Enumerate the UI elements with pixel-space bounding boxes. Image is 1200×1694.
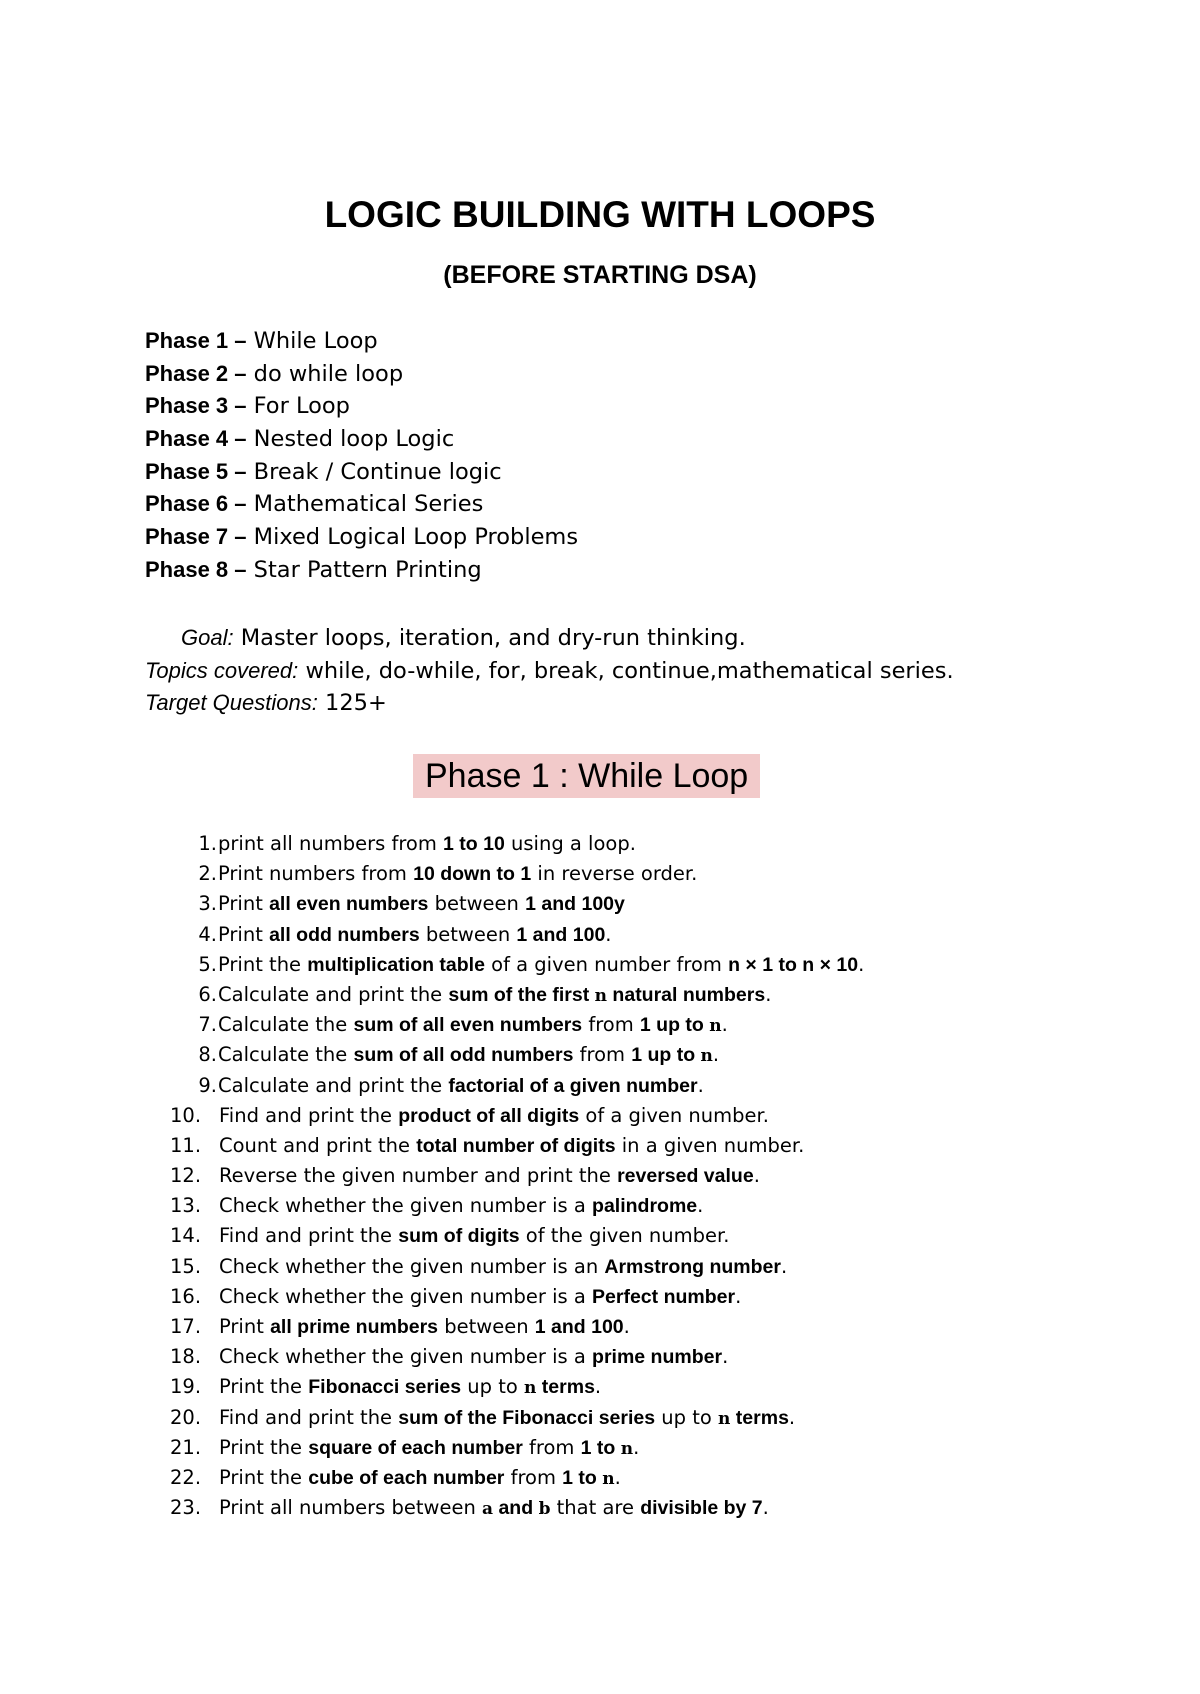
goal-line: [145, 621, 954, 654]
question-text: .: [722, 1345, 729, 1369]
question-text: Check whether the given number is a: [219, 1194, 593, 1218]
question-text: from: [522, 1435, 581, 1459]
question-text: Print: [218, 892, 270, 916]
question-item: [170, 1493, 864, 1523]
question-variable: n: [700, 1046, 713, 1067]
question-number: 3.: [198, 892, 217, 916]
phase-list: [145, 325, 578, 587]
question-text: .: [623, 1315, 630, 1338]
question-item: [170, 1101, 864, 1131]
phase-name: Break / Continue logic: [253, 458, 502, 485]
goal-label: Goal:: [181, 625, 234, 650]
question-number: 17.: [170, 1315, 202, 1338]
phase-item: [145, 423, 578, 456]
question-text: Find and print the: [219, 1405, 399, 1429]
question-emphasis: 1 to: [580, 1436, 621, 1459]
topics-label: Topics covered:: [145, 657, 299, 683]
question-emphasis: factorial of a given number: [448, 1074, 698, 1097]
phase-item: [145, 521, 578, 554]
question-text: .: [614, 1465, 621, 1489]
question-emphasis: all even numbers: [269, 893, 429, 916]
question-number: 5.: [198, 952, 217, 976]
phase-label: Phase 7 –: [145, 524, 247, 550]
question-text: up to: [655, 1405, 719, 1429]
phase-item: [145, 325, 578, 358]
question-text: Check whether the given number is a: [219, 1284, 593, 1308]
question-item: [170, 1463, 864, 1493]
phase-label: Phase 8 –: [145, 556, 247, 582]
question-item: [170, 829, 864, 859]
question-text: Reverse the given number and print the: [219, 1164, 618, 1188]
question-text: .: [765, 982, 772, 1006]
question-item: [170, 1252, 864, 1282]
question-item: [170, 1071, 864, 1101]
phase-name: While Loop: [253, 328, 378, 354]
phase-name: Nested loop Logic: [253, 426, 455, 453]
page-subtitle: (BEFORE STARTING DSA): [443, 261, 757, 289]
question-emphasis: Perfect number: [592, 1285, 736, 1308]
phase-name: do while loop: [253, 360, 404, 387]
phase-name: Mixed Logical Loop Problems: [253, 524, 579, 551]
question-item: [170, 1433, 864, 1463]
question-number: 23.: [170, 1496, 202, 1520]
question-number: 21.: [170, 1435, 202, 1459]
question-emphasis: multiplication table: [307, 953, 485, 976]
question-text: .: [762, 1496, 769, 1520]
question-number: 1.: [198, 832, 217, 855]
question-emphasis: 1 to 10: [443, 833, 505, 855]
question-item: [170, 980, 864, 1010]
topics-text: while, do-while, for, break, continue,mathematical series.: [305, 657, 954, 684]
question-text: that are: [550, 1496, 641, 1520]
question-number: 8.: [198, 1043, 217, 1067]
question-emphasis: 10 down to 1: [413, 863, 532, 886]
question-item: [170, 1312, 864, 1342]
question-number: 13.: [170, 1194, 202, 1218]
question-item: [170, 1161, 864, 1191]
question-emphasis: sum of all odd numbers: [353, 1044, 574, 1067]
question-text: .: [721, 1013, 728, 1037]
question-emphasis: sum of the Fibonacci series: [398, 1406, 656, 1429]
question-text: in a given number.: [615, 1133, 805, 1157]
question-text: .: [781, 1254, 788, 1278]
question-emphasis: prime number: [592, 1346, 723, 1369]
question-emphasis: sum of all even numbers: [353, 1014, 583, 1037]
question-emphasis: square of each number: [308, 1436, 523, 1459]
question-variable: n: [718, 1408, 731, 1429]
question-variable: b: [538, 1499, 551, 1520]
question-text: between: [438, 1315, 535, 1338]
question-item: [170, 1372, 864, 1402]
question-number: 7.: [198, 1013, 217, 1037]
question-emphasis: and: [493, 1497, 539, 1520]
question-text: .: [735, 1284, 742, 1308]
question-emphasis: Fibonacci series: [308, 1376, 462, 1399]
question-variable: a: [482, 1499, 494, 1520]
question-item: [170, 1191, 864, 1221]
question-number: 10.: [170, 1103, 202, 1127]
question-emphasis: reversed value: [617, 1165, 754, 1188]
phase-item: [145, 456, 578, 489]
question-text: of the given number.: [519, 1224, 730, 1248]
question-emphasis: total number of digits: [416, 1134, 616, 1157]
question-text: using a loop.: [504, 832, 636, 855]
question-emphasis: Armstrong number: [604, 1255, 781, 1278]
phase-item: [145, 488, 578, 521]
question-number: 12.: [170, 1164, 202, 1188]
phase-name: Star Pattern Printing: [253, 556, 482, 583]
question-text: Print: [219, 1315, 271, 1338]
question-item: [170, 920, 864, 950]
question-number: 16.: [170, 1284, 202, 1308]
question-number: 14.: [170, 1224, 202, 1248]
question-variable: n: [524, 1378, 537, 1399]
topics-line: [145, 654, 954, 687]
question-emphasis: n × 1 to n × 10: [728, 953, 859, 976]
target-text: 125+: [325, 690, 387, 716]
question-number: 6.: [198, 982, 217, 1006]
question-text: between: [419, 922, 517, 946]
question-emphasis: palindrome: [592, 1195, 698, 1218]
phase-label: Phase 1 –: [145, 328, 247, 353]
question-text: .: [697, 1194, 704, 1218]
question-emphasis: terms: [536, 1376, 595, 1399]
phase-label: Phase 3 –: [145, 393, 247, 419]
question-variable: n: [594, 985, 608, 1006]
question-text: .: [712, 1043, 720, 1067]
phase-item: [145, 358, 578, 391]
question-variable: n: [709, 1016, 722, 1037]
question-text: Find and print the: [219, 1103, 399, 1127]
section-heading: Phase 1 : While Loop: [413, 754, 760, 798]
question-item: [170, 1221, 864, 1251]
question-item: [170, 1403, 864, 1433]
question-number: 22.: [170, 1465, 202, 1489]
question-text: Print: [218, 922, 270, 946]
question-text: print all numbers from: [218, 832, 444, 855]
phase-item: [145, 554, 578, 587]
question-number: 2.: [198, 862, 217, 886]
target-label: Target Questions:: [145, 690, 318, 715]
phase-name: Mathematical Series: [253, 491, 484, 518]
phase-name: For Loop: [253, 393, 350, 420]
question-text: from: [573, 1043, 632, 1067]
phase-label: Phase 5 –: [145, 458, 247, 484]
question-emphasis: cube of each number: [308, 1466, 505, 1489]
question-text: from: [582, 1013, 640, 1037]
question-text: .: [697, 1073, 704, 1097]
page-title: LOGIC BUILDING WITH LOOPS: [324, 194, 876, 235]
question-emphasis: natural numbers: [607, 983, 766, 1006]
question-text: .: [753, 1164, 760, 1188]
question-text: Calculate the: [218, 1013, 354, 1037]
question-emphasis: sum of the first: [448, 983, 595, 1006]
question-emphasis: product of all digits: [398, 1104, 580, 1127]
question-number: 4.: [198, 922, 217, 946]
question-text: Print numbers from: [218, 862, 414, 886]
question-text: in reverse order.: [531, 862, 698, 886]
course-meta: [145, 621, 954, 719]
question-text: Calculate and print the: [218, 982, 449, 1006]
question-text: Calculate and print the: [218, 1073, 449, 1097]
question-text: Print the: [219, 1375, 309, 1399]
question-number: 9.: [198, 1073, 217, 1097]
question-emphasis: 1 and 100y: [525, 893, 625, 916]
question-item: [170, 1010, 864, 1040]
question-number: 20.: [170, 1405, 202, 1429]
question-text: Print the: [219, 1435, 309, 1459]
question-number: 18.: [170, 1345, 202, 1369]
phase-label: Phase 6 –: [145, 491, 247, 517]
question-text: of a given number from: [484, 952, 729, 976]
question-text: Calculate the: [218, 1043, 354, 1067]
question-emphasis: terms: [730, 1406, 789, 1429]
question-emphasis: 1 up to: [631, 1044, 701, 1067]
question-text: between: [428, 892, 526, 916]
question-item: [170, 1282, 864, 1312]
question-item: [170, 1342, 864, 1372]
question-text: from: [504, 1465, 563, 1489]
question-item: [170, 889, 864, 919]
question-list: [170, 829, 864, 1523]
question-text: .: [605, 922, 612, 946]
question-text: up to: [461, 1375, 525, 1399]
phase-label: Phase 2 –: [145, 360, 247, 386]
question-text: of a given number.: [579, 1103, 769, 1127]
question-emphasis: all prime numbers: [270, 1316, 439, 1338]
question-emphasis: 1 and 100: [516, 923, 606, 946]
question-text: Check whether the given number is a: [219, 1345, 593, 1369]
question-number: 19.: [170, 1375, 202, 1399]
question-item: [170, 950, 864, 980]
question-text: Print all numbers between: [219, 1496, 483, 1520]
question-emphasis: 1 up to: [639, 1014, 710, 1037]
target-line: [145, 686, 954, 719]
phase-item: [145, 390, 578, 423]
question-text: Find and print the: [219, 1224, 399, 1248]
question-variable: n: [620, 1438, 634, 1459]
question-item: [170, 1131, 864, 1161]
question-text: .: [788, 1405, 796, 1429]
question-text: Count and print the: [219, 1133, 417, 1157]
question-emphasis: 1 to: [562, 1466, 603, 1489]
phase-label: Phase 4 –: [145, 426, 247, 452]
question-variable: n: [602, 1468, 615, 1489]
question-text: .: [858, 952, 865, 976]
question-emphasis: 1 and 100: [534, 1316, 624, 1338]
question-text: Print the: [219, 1465, 309, 1489]
question-text: .: [633, 1435, 640, 1459]
question-number: 15.: [170, 1254, 202, 1278]
question-item: [170, 859, 864, 889]
goal-text: Master loops, iteration, and dry-run thinking.: [240, 625, 746, 651]
question-text: Print the: [218, 952, 308, 976]
question-emphasis: sum of digits: [398, 1225, 520, 1248]
question-emphasis: all odd numbers: [269, 923, 420, 946]
question-number: 11.: [170, 1133, 202, 1157]
question-item: [170, 1040, 864, 1070]
question-text: .: [594, 1375, 602, 1399]
question-emphasis: divisible by 7: [640, 1497, 763, 1520]
question-text: Check whether the given number is an: [219, 1254, 605, 1278]
